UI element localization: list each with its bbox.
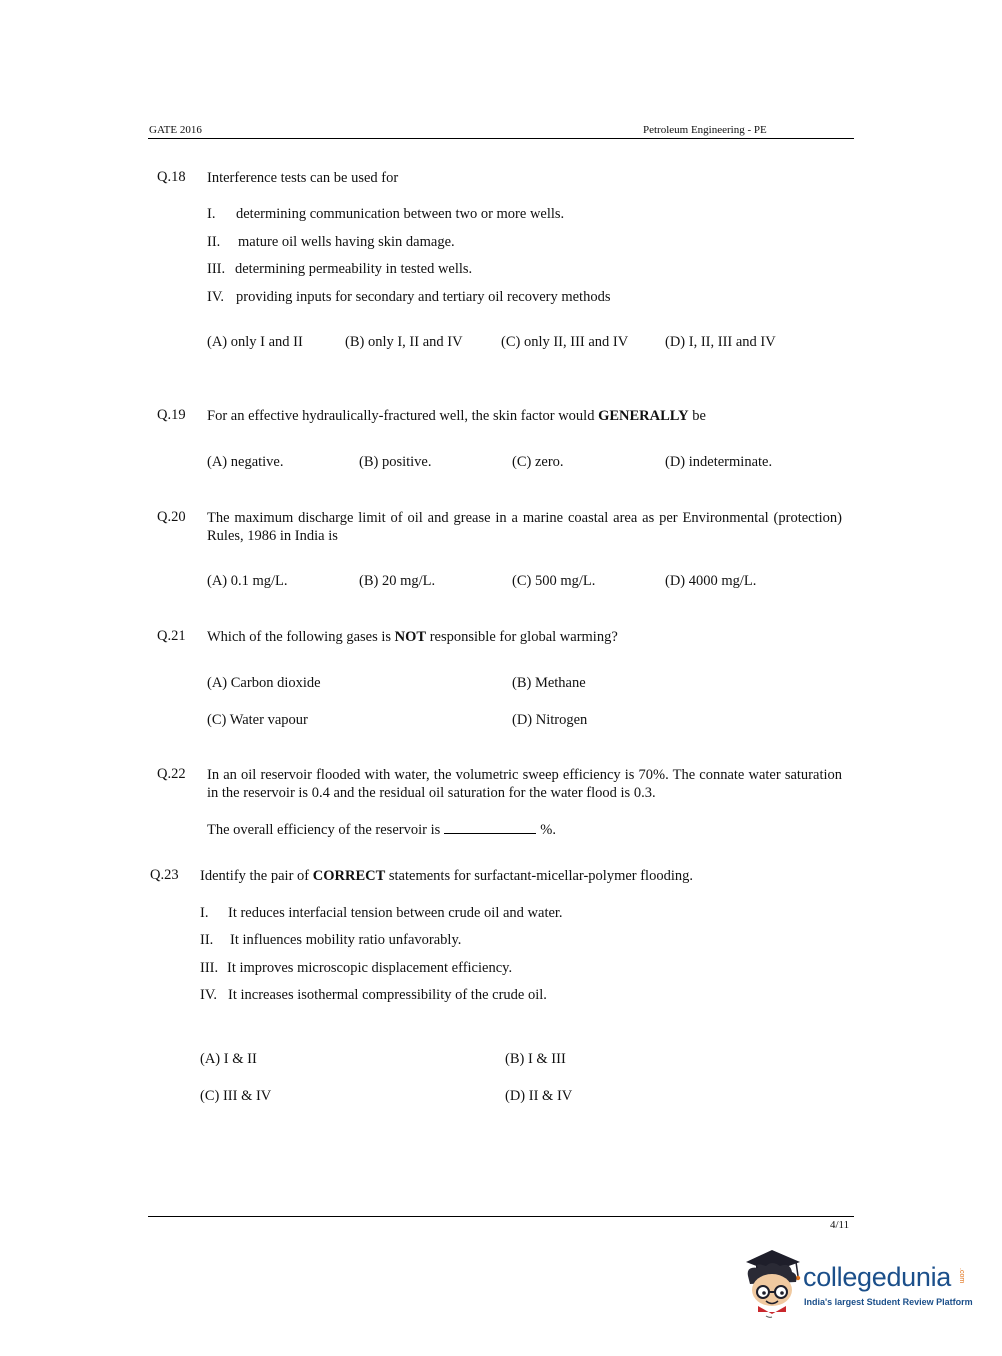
question-number: Q.21 [157, 628, 186, 644]
option-c: (C) 500 mg/L. [512, 573, 596, 589]
option-a: (A) only I and II [207, 334, 303, 350]
answer-blank [444, 821, 536, 834]
statement-number: II. [200, 932, 214, 948]
option-b: (B) Methane [512, 675, 586, 691]
mascot-icon [742, 1248, 804, 1320]
option-d: (D) 4000 mg/L. [665, 573, 757, 589]
statement-text: determining communication between two or more wells. [236, 206, 565, 222]
header-exam-name: GATE 2016 [149, 124, 202, 136]
option-a: (A) I & II [200, 1051, 257, 1067]
question-number: Q.18 [157, 169, 186, 185]
question-number: Q.19 [157, 407, 186, 423]
question-stem: Identify the pair of CORRECT statements for surfactant-micellar-polymer flooding. [200, 868, 693, 884]
option-d: (D) indeterminate. [665, 454, 773, 470]
emphasis-text: NOT [394, 629, 427, 645]
statement-text: It increases isothermal compressibility of the crude oil. [228, 987, 547, 1003]
footer-rule [148, 1216, 854, 1217]
option-c: (C) III & IV [200, 1088, 272, 1104]
logo-tagline: India's largest Student Review Platform [804, 1297, 973, 1307]
question-number: Q.20 [157, 509, 186, 525]
question-number: Q.22 [157, 766, 186, 782]
option-c: (C) only II, III and IV [501, 334, 629, 350]
question-number: Q.23 [150, 867, 179, 883]
option-c: (C) Water vapour [207, 712, 308, 728]
emphasis-text: CORRECT [312, 868, 386, 884]
header-rule [148, 138, 854, 139]
logo-wordmark: collegedunia [803, 1262, 952, 1292]
statement-number: I. [200, 905, 209, 921]
statement-number: IV. [207, 289, 225, 305]
statement-number: I. [207, 206, 216, 222]
header-subject: Petroleum Engineering - PE [643, 124, 767, 136]
option-b: (B) I & III [505, 1051, 566, 1067]
page-number: 4/11 [830, 1219, 850, 1231]
statement-number: IV. [200, 987, 218, 1003]
option-c: (C) zero. [512, 454, 564, 470]
option-d: (D) I, II, III and IV [665, 334, 776, 350]
statement-text: It reduces interfacial tension between crude oil and water. [228, 905, 563, 921]
statement-number: II. [207, 234, 221, 250]
option-d: (D) II & IV [505, 1088, 573, 1104]
option-a: (A) Carbon dioxide [207, 675, 321, 691]
question-stem: In an oil reservoir flooded with water, the volumetric sweep efficiency is 70%. The connate water saturation in the reservoir is 0.4 and the residual oil saturation for the water flood is 0.3. [207, 767, 842, 801]
option-a: (A) 0.1 mg/L. [207, 573, 288, 589]
option-a: (A) negative. [207, 454, 284, 470]
statement-text: providing inputs for secondary and tertiary oil recovery methods [236, 289, 611, 305]
statement-text: mature oil wells having skin damage. [238, 234, 455, 250]
question-stem: Which of the following gases is NOT responsible for global warming? [207, 629, 618, 645]
question-stem: Interference tests can be used for [207, 170, 399, 186]
statement-text: It influences mobility ratio unfavorably. [230, 932, 462, 948]
option-b: (B) positive. [359, 454, 432, 470]
emphasis-text: GENERALLY [598, 408, 689, 424]
statement-text: determining permeability in tested wells. [235, 261, 473, 277]
logo-suffix: .com [958, 1268, 965, 1284]
question-stem: The maximum discharge limit of oil and grease in a marine coastal area as per Environmental (protection) Rules, 1986 in India is [207, 510, 842, 544]
statement-number: III. [207, 261, 226, 277]
question-stem: For an effective hydraulically-fractured well, the skin factor would GENERALLY be [207, 408, 706, 424]
option-b: (B) only I, II and IV [345, 334, 463, 350]
option-d: (D) Nitrogen [512, 712, 588, 728]
fill-in-prompt: The overall efficiency of the reservoir is %. [207, 822, 556, 838]
option-b: (B) 20 mg/L. [359, 573, 436, 589]
statement-number: III. [200, 960, 219, 976]
statement-text: It improves microscopic displacement efficiency. [227, 960, 513, 976]
